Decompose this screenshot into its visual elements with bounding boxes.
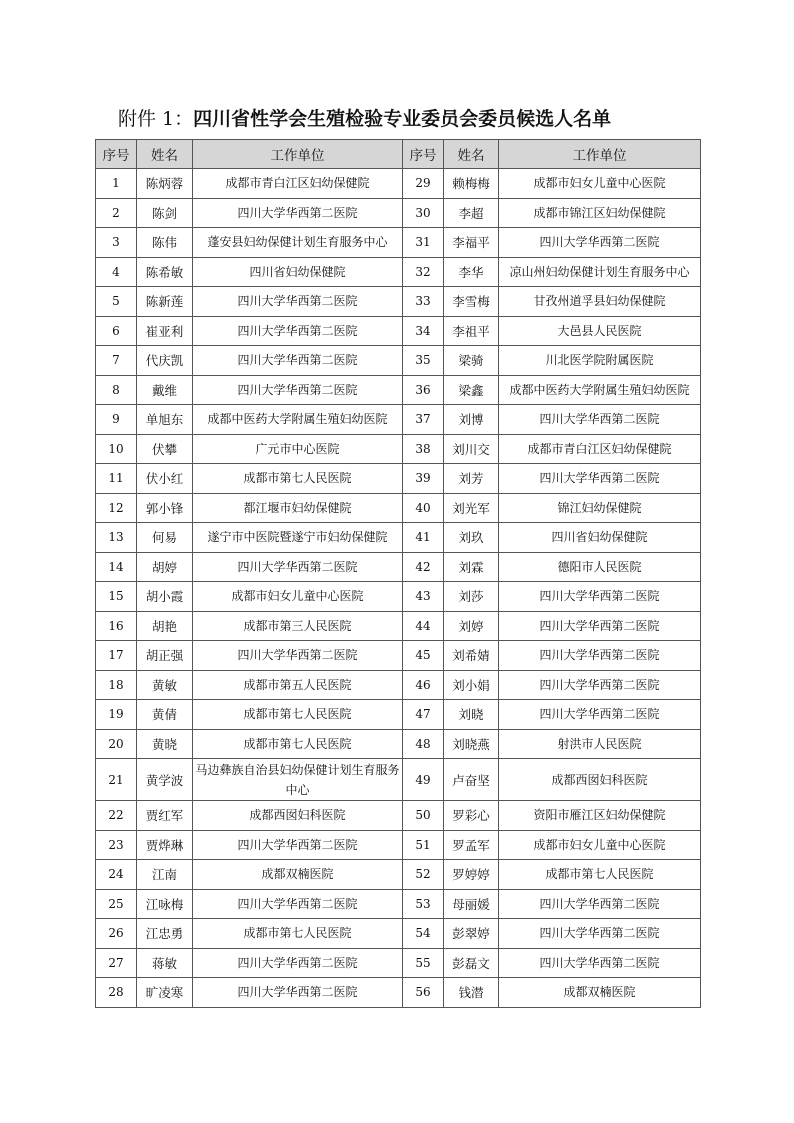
table-cell-org: 四川大学华西第二医院 — [499, 641, 701, 671]
header-seq: 序号 — [96, 140, 137, 169]
table-cell-name: 母丽媛 — [444, 889, 499, 919]
table-cell-org: 四川大学华西第二医院 — [193, 346, 403, 376]
table-cell-org: 成都市妇女儿童中心医院 — [499, 830, 701, 860]
table-cell-seq: 45 — [403, 641, 444, 671]
table-cell-seq: 35 — [403, 346, 444, 376]
table-row — [96, 287, 701, 317]
table-cell-name: 胡正强 — [137, 641, 193, 671]
table-cell-seq: 23 — [96, 830, 137, 860]
table-row — [96, 978, 701, 1008]
table-cell-name: 李超 — [444, 198, 499, 228]
table-cell-name: 黄倩 — [137, 700, 193, 730]
header-org: 工作单位 — [499, 140, 701, 169]
header-seq: 序号 — [403, 140, 444, 169]
table-cell-name: 代庆凯 — [137, 346, 193, 376]
table-cell-seq: 51 — [403, 830, 444, 860]
table-cell-name: 李祖平 — [444, 316, 499, 346]
table-cell-name: 贾烨琳 — [137, 830, 193, 860]
table-cell-seq: 1 — [96, 169, 137, 199]
table-cell-org: 四川大学华西第二医院 — [499, 228, 701, 258]
table-cell-name: 江咏梅 — [137, 889, 193, 919]
table-cell-seq: 53 — [403, 889, 444, 919]
table-cell-org: 成都双楠医院 — [193, 860, 403, 890]
table-cell-seq: 9 — [96, 405, 137, 435]
table-cell-org: 德阳市人民医院 — [499, 552, 701, 582]
table-cell-name: 单旭东 — [137, 405, 193, 435]
table-cell-org: 成都双楠医院 — [499, 978, 701, 1008]
table-cell-seq: 22 — [96, 801, 137, 831]
table-row — [96, 523, 701, 553]
table-row — [96, 405, 701, 435]
table-cell-name: 贾红军 — [137, 801, 193, 831]
table-cell-name: 刘芳 — [444, 464, 499, 494]
table-cell-seq: 34 — [403, 316, 444, 346]
table-cell-seq: 30 — [403, 198, 444, 228]
table-cell-seq: 48 — [403, 729, 444, 759]
table-cell-org: 蓬安县妇幼保健计划生育服务中心 — [193, 228, 403, 258]
table-cell-name: 陈新莲 — [137, 287, 193, 317]
table-cell-name: 彭磊文 — [444, 948, 499, 978]
table-cell-org: 四川大学华西第二医院 — [193, 889, 403, 919]
table-row — [96, 919, 701, 949]
table-cell-seq: 13 — [96, 523, 137, 553]
table-cell-name: 蒋敏 — [137, 948, 193, 978]
table-cell-org: 四川大学华西第二医院 — [193, 948, 403, 978]
table-cell-org: 成都市妇女儿童中心医院 — [499, 169, 701, 199]
table-row — [96, 700, 701, 730]
table-cell-org: 射洪市人民医院 — [499, 729, 701, 759]
table-cell-org: 成都市第七人民医院 — [193, 700, 403, 730]
table-cell-seq: 11 — [96, 464, 137, 494]
header-org: 工作单位 — [193, 140, 403, 169]
table-cell-seq: 7 — [96, 346, 137, 376]
table-cell-name: 李华 — [444, 257, 499, 287]
table-cell-org: 广元市中心医院 — [193, 434, 403, 464]
table-cell-name: 刘小娟 — [444, 670, 499, 700]
table-cell-seq: 39 — [403, 464, 444, 494]
table-cell-seq: 5 — [96, 287, 137, 317]
table-header-row — [96, 140, 701, 169]
table-cell-name: 刘晓 — [444, 700, 499, 730]
table-cell-name: 江南 — [137, 860, 193, 890]
table-cell-seq: 27 — [96, 948, 137, 978]
table-cell-seq: 16 — [96, 611, 137, 641]
table-cell-org: 成都市第七人民医院 — [193, 729, 403, 759]
table-cell-org: 遂宁市中医院暨遂宁市妇幼保健院 — [193, 523, 403, 553]
table-cell-seq: 21 — [96, 759, 137, 801]
table-cell-seq: 3 — [96, 228, 137, 258]
table-cell-seq: 47 — [403, 700, 444, 730]
table-row — [96, 582, 701, 612]
table-cell-name: 黄晓 — [137, 729, 193, 759]
table-cell-seq: 28 — [96, 978, 137, 1008]
table-row — [96, 169, 701, 199]
table-cell-name: 刘玖 — [444, 523, 499, 553]
table-cell-org: 凉山州妇幼保健计划生育服务中心 — [499, 257, 701, 287]
table-cell-org: 资阳市雁江区妇幼保健院 — [499, 801, 701, 831]
table-cell-org: 四川省妇幼保健院 — [193, 257, 403, 287]
table-cell-seq: 2 — [96, 198, 137, 228]
table-cell-name: 刘莎 — [444, 582, 499, 612]
table-cell-org: 成都西囡妇科医院 — [499, 759, 701, 801]
table-row — [96, 759, 701, 801]
table-cell-seq: 41 — [403, 523, 444, 553]
table-cell-name: 胡小霞 — [137, 582, 193, 612]
table-cell-name: 刘光军 — [444, 493, 499, 523]
table-cell-name: 陈伟 — [137, 228, 193, 258]
table-body — [96, 169, 701, 1008]
table-row — [96, 257, 701, 287]
table-cell-name: 崔亚利 — [137, 316, 193, 346]
table-cell-org: 成都市第七人民医院 — [193, 919, 403, 949]
table-cell-name: 李福平 — [444, 228, 499, 258]
table-cell-org: 成都中医药大学附属生殖妇幼医院 — [499, 375, 701, 405]
table-cell-name: 罗婷婷 — [444, 860, 499, 890]
table-cell-name: 李雪梅 — [444, 287, 499, 317]
table-row — [96, 375, 701, 405]
table-cell-org: 四川大学华西第二医院 — [499, 464, 701, 494]
table-row — [96, 346, 701, 376]
table-row — [96, 316, 701, 346]
table-cell-seq: 26 — [96, 919, 137, 949]
table-cell-name: 刘博 — [444, 405, 499, 435]
table-cell-seq: 42 — [403, 552, 444, 582]
table-cell-seq: 36 — [403, 375, 444, 405]
table-cell-seq: 40 — [403, 493, 444, 523]
table-cell-org: 成都市第三人民医院 — [193, 611, 403, 641]
table-row — [96, 889, 701, 919]
header-name: 姓名 — [444, 140, 499, 169]
table-cell-seq: 8 — [96, 375, 137, 405]
table-cell-name: 钱潜 — [444, 978, 499, 1008]
table-cell-seq: 18 — [96, 670, 137, 700]
table-cell-seq: 31 — [403, 228, 444, 258]
table-cell-seq: 55 — [403, 948, 444, 978]
table-cell-seq: 20 — [96, 729, 137, 759]
table-cell-name: 刘希婧 — [444, 641, 499, 671]
table-row — [96, 611, 701, 641]
table-cell-org: 四川大学华西第二医院 — [499, 700, 701, 730]
table-cell-name: 何易 — [137, 523, 193, 553]
table-cell-org: 锦江妇幼保健院 — [499, 493, 701, 523]
title-text: 四川省性学会生殖检验专业委员会委员候选人名单 — [193, 108, 612, 130]
table-cell-seq: 4 — [96, 257, 137, 287]
table-cell-name: 伏小红 — [137, 464, 193, 494]
table-cell-seq: 46 — [403, 670, 444, 700]
table-cell-seq: 14 — [96, 552, 137, 582]
table-cell-seq: 19 — [96, 700, 137, 730]
table-cell-name: 梁骑 — [444, 346, 499, 376]
header-name: 姓名 — [137, 140, 193, 169]
table-cell-name: 伏攀 — [137, 434, 193, 464]
table-cell-name: 彭翠婷 — [444, 919, 499, 949]
table-cell-name: 胡婷 — [137, 552, 193, 582]
table-cell-name: 梁鑫 — [444, 375, 499, 405]
table-cell-seq: 54 — [403, 919, 444, 949]
attachment-label: 附件 1： — [118, 108, 194, 130]
table-cell-org: 四川大学华西第二医院 — [193, 375, 403, 405]
table-cell-org: 成都中医药大学附属生殖妇幼医院 — [193, 405, 403, 435]
table-row — [96, 801, 701, 831]
table-row — [96, 948, 701, 978]
table-cell-seq: 56 — [403, 978, 444, 1008]
table-row — [96, 830, 701, 860]
table-cell-org: 四川大学华西第二医院 — [499, 611, 701, 641]
table-cell-seq: 52 — [403, 860, 444, 890]
table-cell-name: 卢奋坚 — [444, 759, 499, 801]
table-row — [96, 552, 701, 582]
table-cell-org: 四川省妇幼保健院 — [499, 523, 701, 553]
table-cell-name: 罗孟军 — [444, 830, 499, 860]
table-cell-org: 马边彝族自治县妇幼保健计划生育服务中心 — [193, 759, 403, 801]
table-cell-org: 四川大学华西第二医院 — [193, 287, 403, 317]
table-cell-org: 成都市青白江区妇幼保健院 — [499, 434, 701, 464]
table-cell-name: 陈剑 — [137, 198, 193, 228]
table-cell-seq: 32 — [403, 257, 444, 287]
table-cell-org: 四川大学华西第二医院 — [499, 670, 701, 700]
document-title — [118, 104, 611, 134]
table-cell-seq: 44 — [403, 611, 444, 641]
table-cell-name: 黄学波 — [137, 759, 193, 801]
table-cell-org: 川北医学院附属医院 — [499, 346, 701, 376]
table-cell-org: 四川大学华西第二医院 — [499, 919, 701, 949]
table-row — [96, 860, 701, 890]
table-cell-seq: 24 — [96, 860, 137, 890]
table-cell-seq: 33 — [403, 287, 444, 317]
table-cell-name: 胡艳 — [137, 611, 193, 641]
table-cell-seq: 12 — [96, 493, 137, 523]
table-cell-seq: 17 — [96, 641, 137, 671]
table-row — [96, 228, 701, 258]
table-cell-name: 赖梅梅 — [444, 169, 499, 199]
table-cell-org: 成都市锦江区妇幼保健院 — [499, 198, 701, 228]
candidate-table — [95, 139, 701, 1008]
table-cell-name: 刘霖 — [444, 552, 499, 582]
table-cell-name: 陈希敏 — [137, 257, 193, 287]
table-cell-org: 成都市第七人民医院 — [193, 464, 403, 494]
table-cell-org: 四川大学华西第二医院 — [193, 641, 403, 671]
table-row — [96, 198, 701, 228]
table-cell-name: 戴维 — [137, 375, 193, 405]
table-cell-seq: 49 — [403, 759, 444, 801]
table-cell-org: 四川大学华西第二医院 — [193, 316, 403, 346]
table-cell-seq: 38 — [403, 434, 444, 464]
table-row — [96, 670, 701, 700]
table-cell-org: 四川大学华西第二医院 — [193, 198, 403, 228]
table-cell-name: 江忠勇 — [137, 919, 193, 949]
table-row — [96, 729, 701, 759]
table-row — [96, 464, 701, 494]
table-cell-org: 四川大学华西第二医院 — [499, 889, 701, 919]
table-row — [96, 641, 701, 671]
table-cell-org: 成都市第七人民医院 — [499, 860, 701, 890]
table-cell-seq: 6 — [96, 316, 137, 346]
table-cell-org: 四川大学华西第二医院 — [193, 830, 403, 860]
table-cell-name: 刘晓燕 — [444, 729, 499, 759]
table-cell-seq: 25 — [96, 889, 137, 919]
table-cell-org: 四川大学华西第二医院 — [193, 978, 403, 1008]
table-cell-org: 四川大学华西第二医院 — [499, 582, 701, 612]
table-cell-name: 旷凌寒 — [137, 978, 193, 1008]
table-cell-org: 成都市青白江区妇幼保健院 — [193, 169, 403, 199]
table-cell-org: 甘孜州道孚县妇幼保健院 — [499, 287, 701, 317]
table-cell-name: 罗彩心 — [444, 801, 499, 831]
table-cell-seq: 10 — [96, 434, 137, 464]
table-cell-name: 郭小锋 — [137, 493, 193, 523]
table-cell-name: 刘婷 — [444, 611, 499, 641]
table-row — [96, 434, 701, 464]
table-cell-org: 都江堰市妇幼保健院 — [193, 493, 403, 523]
table-cell-seq: 15 — [96, 582, 137, 612]
table-cell-name: 黄敏 — [137, 670, 193, 700]
table-row — [96, 493, 701, 523]
table-cell-name: 陈炳蓉 — [137, 169, 193, 199]
table-cell-org: 四川大学华西第二医院 — [499, 405, 701, 435]
table-cell-seq: 29 — [403, 169, 444, 199]
table-cell-org: 成都市第五人民医院 — [193, 670, 403, 700]
table-cell-org: 大邑县人民医院 — [499, 316, 701, 346]
table-cell-org: 四川大学华西第二医院 — [193, 552, 403, 582]
table-cell-name: 刘川交 — [444, 434, 499, 464]
table-cell-seq: 43 — [403, 582, 444, 612]
table-cell-org: 成都市妇女儿童中心医院 — [193, 582, 403, 612]
table-cell-seq: 37 — [403, 405, 444, 435]
table-cell-org: 四川大学华西第二医院 — [499, 948, 701, 978]
table-cell-org: 成都西囡妇科医院 — [193, 801, 403, 831]
table-cell-seq: 50 — [403, 801, 444, 831]
